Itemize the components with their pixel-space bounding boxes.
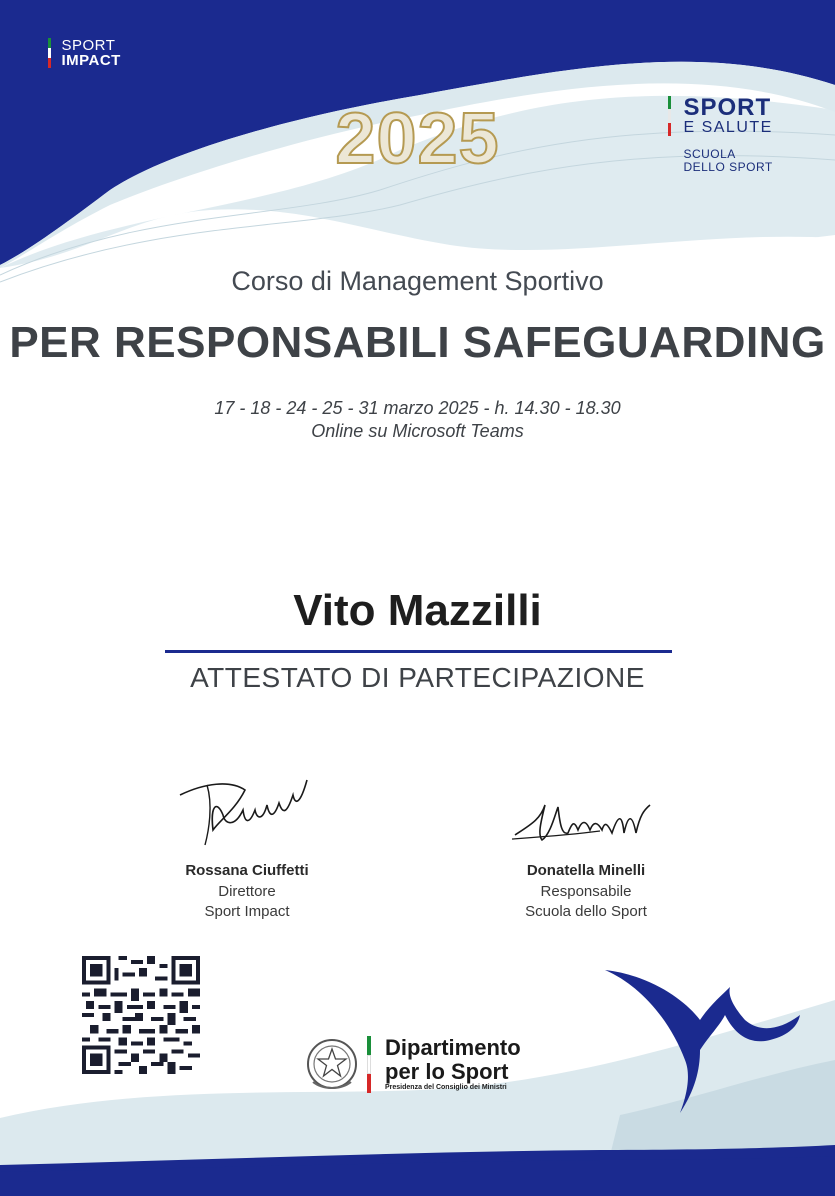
logo-text-impact: IMPACT — [61, 52, 121, 69]
certificate-title: ATTESTATO DI PARTECIPAZIONE — [190, 662, 645, 693]
signatory-name: Donatella Minelli — [526, 862, 646, 879]
signatory-organization: Scuola dello Sport — [525, 903, 647, 920]
signatory-organization: Sport Impact — [204, 903, 290, 920]
logo-text-dello-sport: DELLO SPORT — [683, 160, 773, 174]
italian-emblem-icon — [305, 1036, 359, 1092]
year-heading: 2025 — [335, 99, 500, 179]
department-name-line1: Dipartimento — [385, 1035, 521, 1060]
logo-text-sport: SPORT — [683, 94, 772, 121]
signatory-role: Direttore — [218, 883, 276, 900]
course-title: PER RESPONSABILI SAFEGUARDING — [9, 318, 826, 367]
sport-impact-logo — [48, 38, 121, 70]
department-subtitle: Presidenza del Consiglio dei Ministri — [385, 1084, 507, 1091]
swimmer-figure-icon — [600, 965, 800, 1115]
signature-image — [175, 775, 315, 855]
course-subtitle: Corso di Management Sportivo — [231, 266, 604, 296]
course-dates: 17 - 18 - 24 - 25 - 31 marzo 2025 - h. 14.30 - 18.30 — [214, 398, 621, 418]
signatory-role: Responsabile — [540, 883, 632, 900]
italian-flag-icon — [48, 38, 51, 68]
signature-image — [510, 795, 655, 850]
signatory-name: Rossana Ciuffetti — [185, 862, 309, 879]
logo-text-scuola: SCUOLA — [683, 147, 736, 161]
logo-text-sport: SPORT — [61, 37, 116, 54]
department-name-line2: per lo Sport — [385, 1059, 509, 1084]
italian-flag-icon — [367, 1036, 371, 1093]
participant-name: Vito Mazzilli — [293, 586, 542, 635]
name-underline — [165, 650, 672, 653]
qr-code-icon[interactable] — [82, 956, 200, 1074]
logo-text-e-salute: E SALUTE — [683, 119, 773, 136]
course-location: Online su Microsoft Teams — [311, 421, 524, 441]
